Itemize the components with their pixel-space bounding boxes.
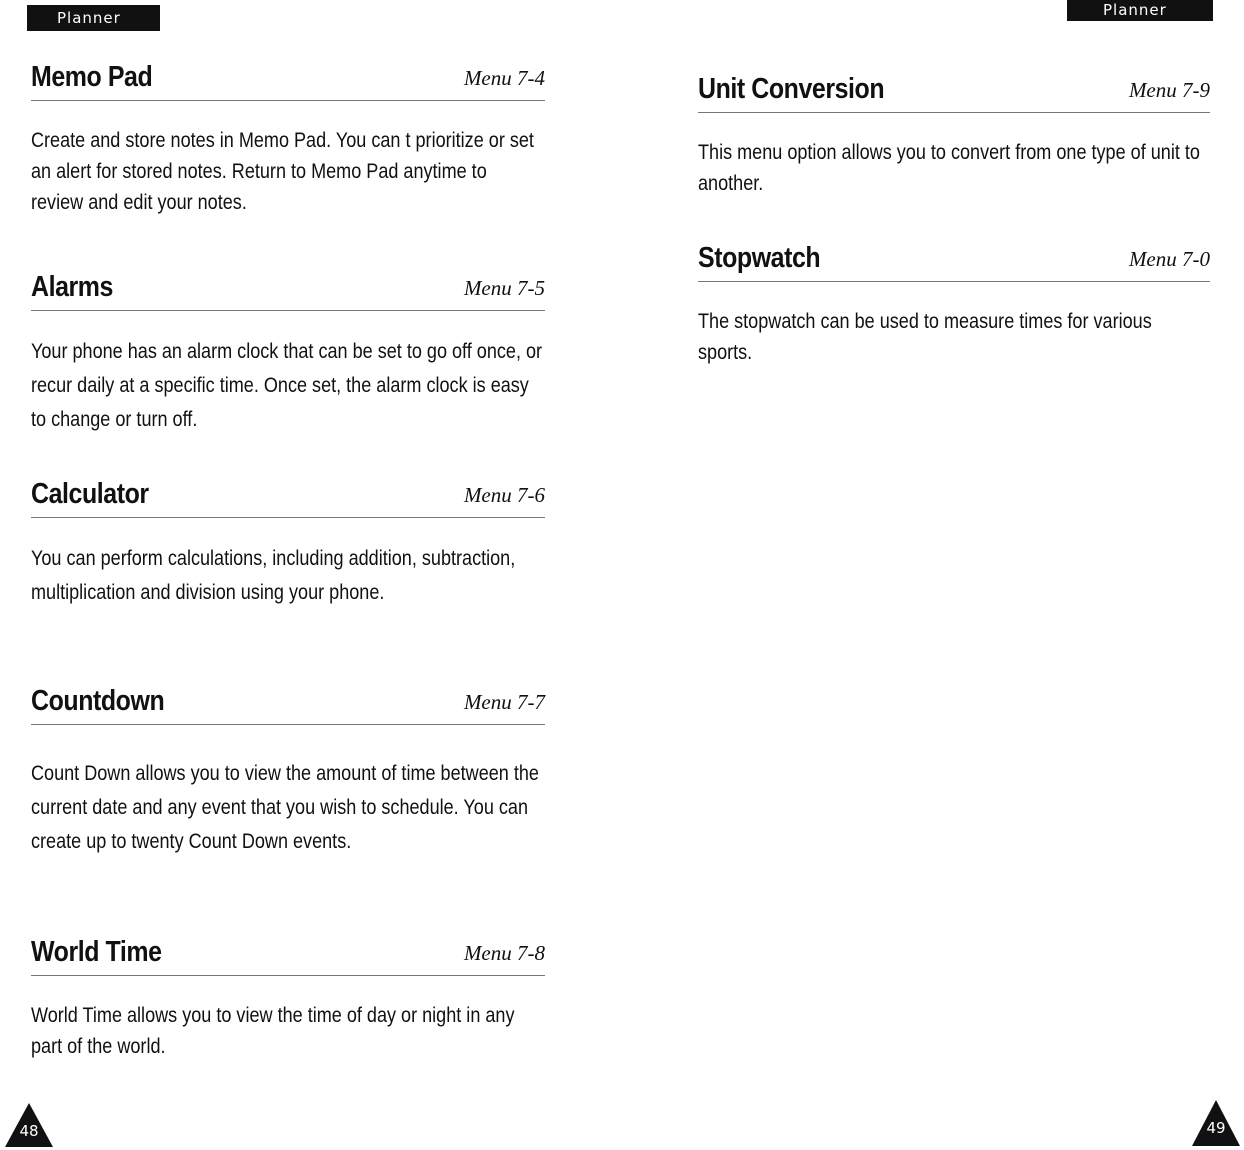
section-world-time [31, 935, 545, 1062]
section-heading [698, 72, 1210, 113]
section-heading [31, 684, 545, 725]
section-title: Alarms [31, 271, 113, 303]
page-number-right [1192, 1100, 1240, 1142]
section-body: Your phone has an alarm clock that can be set to go off once, or recur daily at a specific time. Once set, the alarm clock is easy to change or turn off. [31, 340, 543, 431]
section-body: World Time allows you to view the time of day or night in any part of the world. [31, 1004, 515, 1058]
section-title: Unit Conversion [698, 73, 885, 105]
section-heading [698, 241, 1210, 282]
section-alarms [31, 270, 545, 437]
section-title: Countdown [31, 685, 165, 717]
page-number-label: 48 [19, 1122, 39, 1140]
header-tab-left: Planner [27, 5, 160, 31]
menu-reference: Menu 7-8 [463, 941, 545, 965]
section-body: You can perform calculations, including addition, subtraction, multiplication and division using your phone. [31, 547, 516, 604]
section-title: Memo Pad [31, 61, 153, 93]
section-body: Create and store notes in Memo Pad. You can t prioritize or set an alert for stored notes. Return to Memo Pad anytime to review and edit your notes. [31, 129, 534, 214]
section-calculator [31, 477, 545, 610]
section-unit-conversion [698, 72, 1210, 199]
section-title: Calculator [31, 478, 149, 510]
header-tab-right: Planner [1067, 0, 1213, 21]
section-heading [31, 60, 545, 101]
section-heading [31, 477, 545, 518]
section-body: The stopwatch can be used to measure times for various sports. [698, 310, 1152, 364]
menu-reference: Menu 7-4 [463, 66, 545, 90]
section-stopwatch [698, 241, 1210, 368]
menu-reference: Menu 7-9 [1128, 78, 1210, 102]
section-heading [31, 935, 545, 976]
menu-reference: Menu 7-7 [463, 690, 545, 714]
section-body: Count Down allows you to view the amount of time between the current date and any event that you wish to schedule. You can create up to twenty Count Down events. [31, 762, 539, 853]
page-number-label: 49 [1206, 1119, 1226, 1137]
section-countdown [31, 684, 545, 859]
menu-reference: Menu 7-0 [1128, 247, 1210, 271]
section-title: World Time [31, 936, 162, 968]
section-memo-pad [31, 60, 545, 218]
section-body: This menu option allows you to convert from one type of unit to another. [698, 141, 1200, 195]
menu-reference: Menu 7-5 [463, 276, 545, 300]
menu-reference: Menu 7-6 [463, 483, 545, 507]
section-title: Stopwatch [698, 242, 821, 274]
section-heading [31, 270, 545, 311]
page-number-left [5, 1103, 53, 1145]
